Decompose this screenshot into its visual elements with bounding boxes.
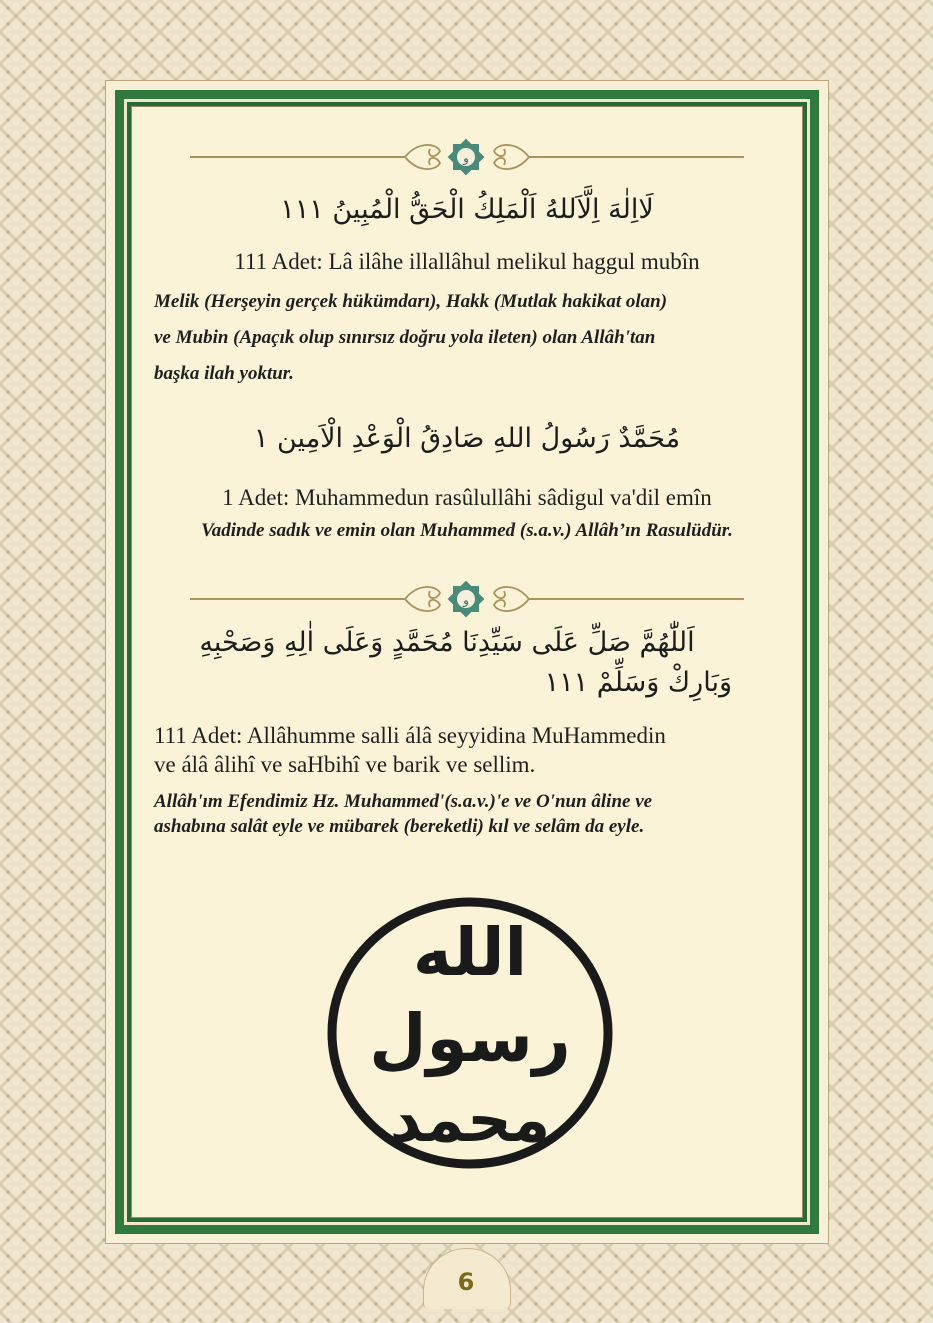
content-panel bbox=[131, 106, 803, 1218]
arabic-shahada: مُحَمَّدٌ رَسُولُ اللهِ صَادِقُ الْوَعْدِ الْاَمِين ١ bbox=[253, 423, 681, 454]
meaning-tahlil bbox=[154, 284, 772, 392]
meaning-salawat bbox=[154, 789, 772, 839]
meaning-line: Allâh'ım Efendimiz Hz. Muhammed'(s.a.v.)'e ve O'nun âline ve bbox=[154, 791, 653, 812]
transliteration-line: ve álâ âlihî ve saHbihî ve barik ve sellim. bbox=[154, 752, 536, 777]
meaning-line: ashabına salât eyle ve mübarek (bereketli) kıl ve selâm da eyle. bbox=[154, 816, 645, 837]
transliteration-salawat bbox=[154, 721, 784, 779]
arabic-tahlil: لَااِلٰهَ اِلَّاَللهُ اَلْمَلِكُ الْحَقُّ الْمُبِينُ ١١١ bbox=[280, 194, 654, 225]
ornament-divider-middle bbox=[190, 577, 744, 621]
green-border bbox=[115, 90, 819, 1234]
seal-line-allah: الله bbox=[412, 914, 528, 991]
ornament-divider-top bbox=[190, 135, 744, 179]
seal-line-muhammad: محمد bbox=[389, 1083, 551, 1156]
page-frame bbox=[105, 80, 829, 1244]
seal-icon bbox=[314, 883, 626, 1183]
arabic-salawat bbox=[162, 623, 732, 703]
meaning-shahada: Vadinde sadık ve emin olan Muhammed (s.a.v.) Allâh’ın Rasulüdür. bbox=[201, 520, 733, 541]
arabic-line: وَبَارِكْ وَسَلِّمْ ١١١ bbox=[544, 667, 732, 698]
ornament-icon bbox=[448, 139, 485, 176]
arabic-line: اَللّٰهُمَّ صَلِّ عَلَى سَيِّدِنَا مُحَمَّدٍ وَعَلَى اٰلِهِ وَصَحْبِهِ bbox=[199, 627, 695, 658]
ornament-icon bbox=[448, 581, 485, 618]
transliteration-shahada: 1 Adet: Muhammedun rasûlullâhi sâdigul va'dil emîn bbox=[222, 485, 712, 510]
transliteration-tahlil: 111 Adet: Lâ ilâhe illallâhul melikul haggul mubîn bbox=[234, 249, 700, 274]
meaning-line: Melik (Herşeyin gerçek hükümdarı), Hakk (Mutlak hakikat olan) bbox=[154, 291, 668, 312]
meaning-line: başka ilah yoktur. bbox=[154, 363, 294, 384]
seal-line-rasul: رسول bbox=[369, 1000, 571, 1077]
transliteration-line: 111 Adet: Allâhumme salli álâ seyyidina MuHammedin bbox=[154, 723, 666, 748]
meaning-line: ve Mubin (Apaçık olup sınırsız doğru yola ileten) olan Allâh'tan bbox=[154, 327, 656, 348]
page-number: 6 bbox=[457, 1268, 475, 1296]
svg-text:و: و bbox=[463, 593, 469, 607]
border-inner-ring bbox=[124, 99, 810, 1225]
svg-text:و: و bbox=[463, 151, 469, 165]
